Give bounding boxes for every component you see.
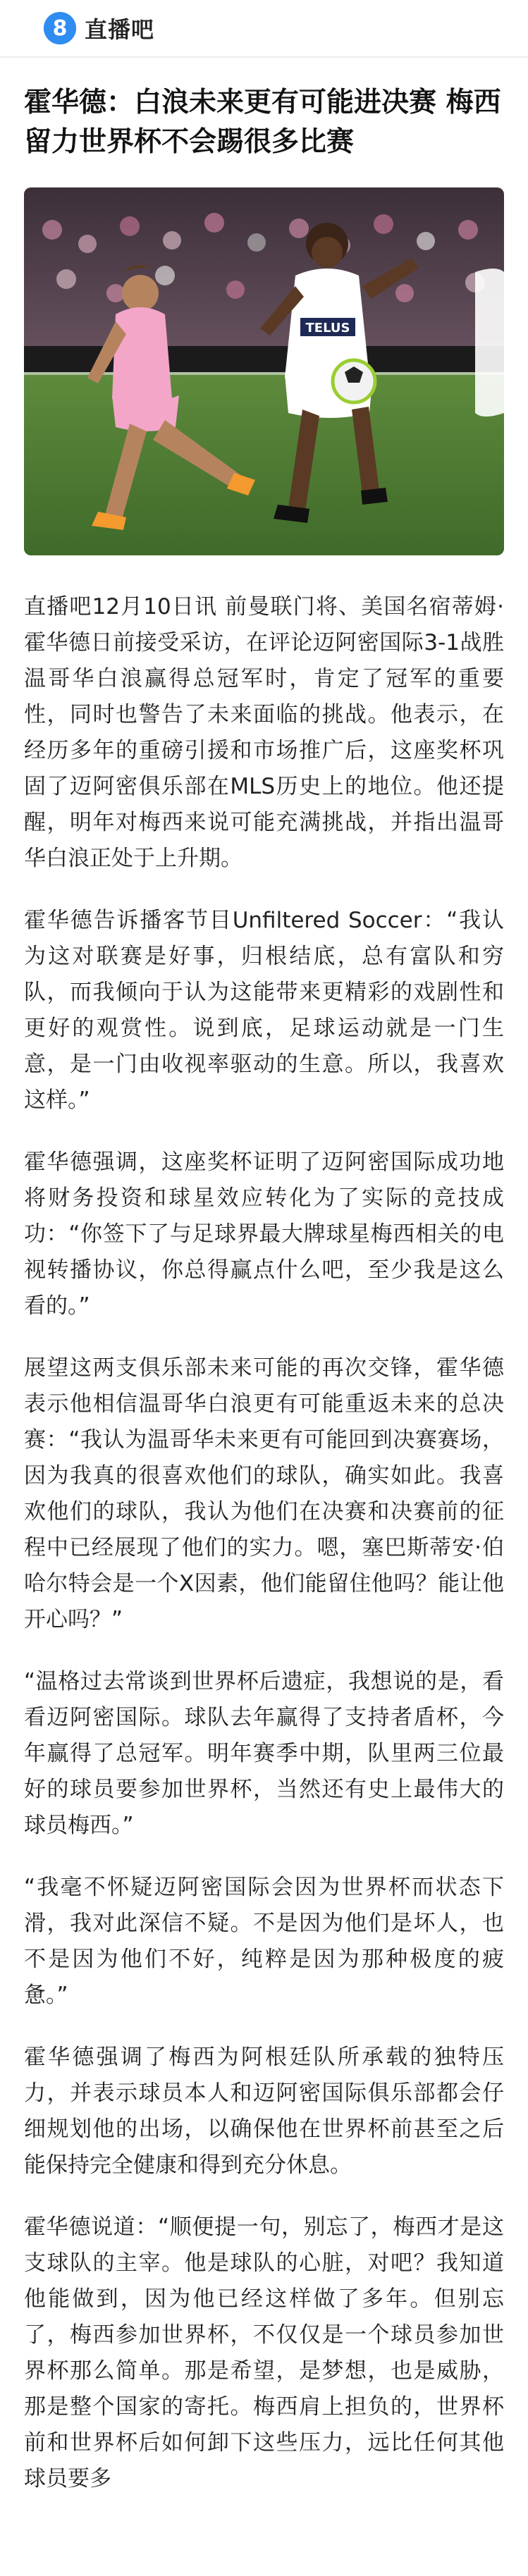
app-name: 直播吧 bbox=[85, 16, 155, 43]
app-logo-icon bbox=[44, 12, 76, 44]
article-paragraph: 霍华德强调了梅西为阿根廷队所承载的独特压力，并表示球员本人和迈阿密国际俱乐部都会仔细规划他的出场，以确保他在世界杯前甚至之后能保持完全健康和得到充分休息。 bbox=[24, 2045, 504, 2178]
article-paragraph: 展望这两支俱乐部未来可能的再次交锋，霍华德表示他相信温哥华白浪更有可能重返未来的总决赛：“我认为温哥华未来更有可能回到决赛赛场，因为我真的很喜欢他们的球队，确实如此。我喜欢他们的球队，我认为他们在决赛和决赛前的征程中已经展现了他们的实力。嗯，塞巴斯蒂安·伯哈尔特会是一个X因素，他们能留住他吗？能让他开心吗？” bbox=[24, 1355, 504, 1632]
article-paragraph: “温格过去常谈到世界杯后遗症，我想说的是，看看迈阿密国际。球队去年赢得了支持者盾杯，今年赢得了总冠军。明年赛季中期，队里两三位最好的球员要参加世界杯，当然还有史上最伟大的球员梅西。” bbox=[24, 1669, 504, 1838]
svg-text:TELUS: TELUS bbox=[305, 321, 350, 335]
article-paragraph: 霍华德告诉播客节目Unfiltered Soccer：“我认为这对联赛是好事，归根结底，总有富队和穷队，而我倾向于认为这能带来更精彩的戏剧性和更好的观赏性。说到底，足球运动就是一门生意，是一门由收视率驱动的生意。所以，我喜欢这样。” bbox=[24, 908, 504, 1113]
soccer-photo-illustration bbox=[24, 187, 504, 555]
article-paragraph: 霍华德说道：“顺便提一句，别忘了，梅西才是这支球队的主宰。他是球队的心脏，对吧？我知道他能做到，因为他已经这样做了多年。但别忘了，梅西参加世界杯，不仅仅是一个球员参加世界杯那么简单。那是希望，是梦想，也是威胁，那是整个国家的寄托。梅西肩上担负的，世界杯前和世界杯后如何卸下这些压力，远比任何其他球员要多 bbox=[24, 2214, 504, 2491]
article-paragraph: “我毫不怀疑迈阿密国际会因为世界杯而状态下滑，我对此深信不疑。不是因为他们是坏人，也不是因为他们不好，纯粹是因为那种极度的疲惫。” bbox=[24, 1875, 504, 2008]
article-body bbox=[24, 589, 504, 2497]
app-header bbox=[0, 0, 528, 58]
soccer-ball-icon bbox=[333, 360, 375, 402]
svg-text:8: 8 bbox=[52, 16, 68, 41]
hero-image bbox=[24, 187, 504, 555]
article-paragraph: 直播吧12月10日讯 前曼联门将、美国名宿蒂姆·霍华德日前接受采访，在评论迈阿密国际3-1战胜温哥华白浪赢得总冠军时，肯定了冠军的重要性，同时也警告了未来面临的挑战。他表示，在经历多年的重磅引援和市场推广后，这座奖杯巩固了迈阿密俱乐部在MLS历史上的地位。他还提醒，明年对梅西来说可能充满挑战，并指出温哥华白浪正处于上升期。 bbox=[24, 594, 504, 871]
article-title: 霍华德：白浪未来更有可能进决赛 梅西留力世界杯不会踢很多比赛 bbox=[24, 87, 501, 158]
article-paragraph: 霍华德强调，这座奖杯证明了迈阿密国际成功地将财务投资和球星效应转化为了实际的竞技成功：“你签下了与足球界最大牌球星梅西相关的电视转播协议，你总得赢点什么吧，至少我是这么看的。” bbox=[24, 1150, 504, 1319]
